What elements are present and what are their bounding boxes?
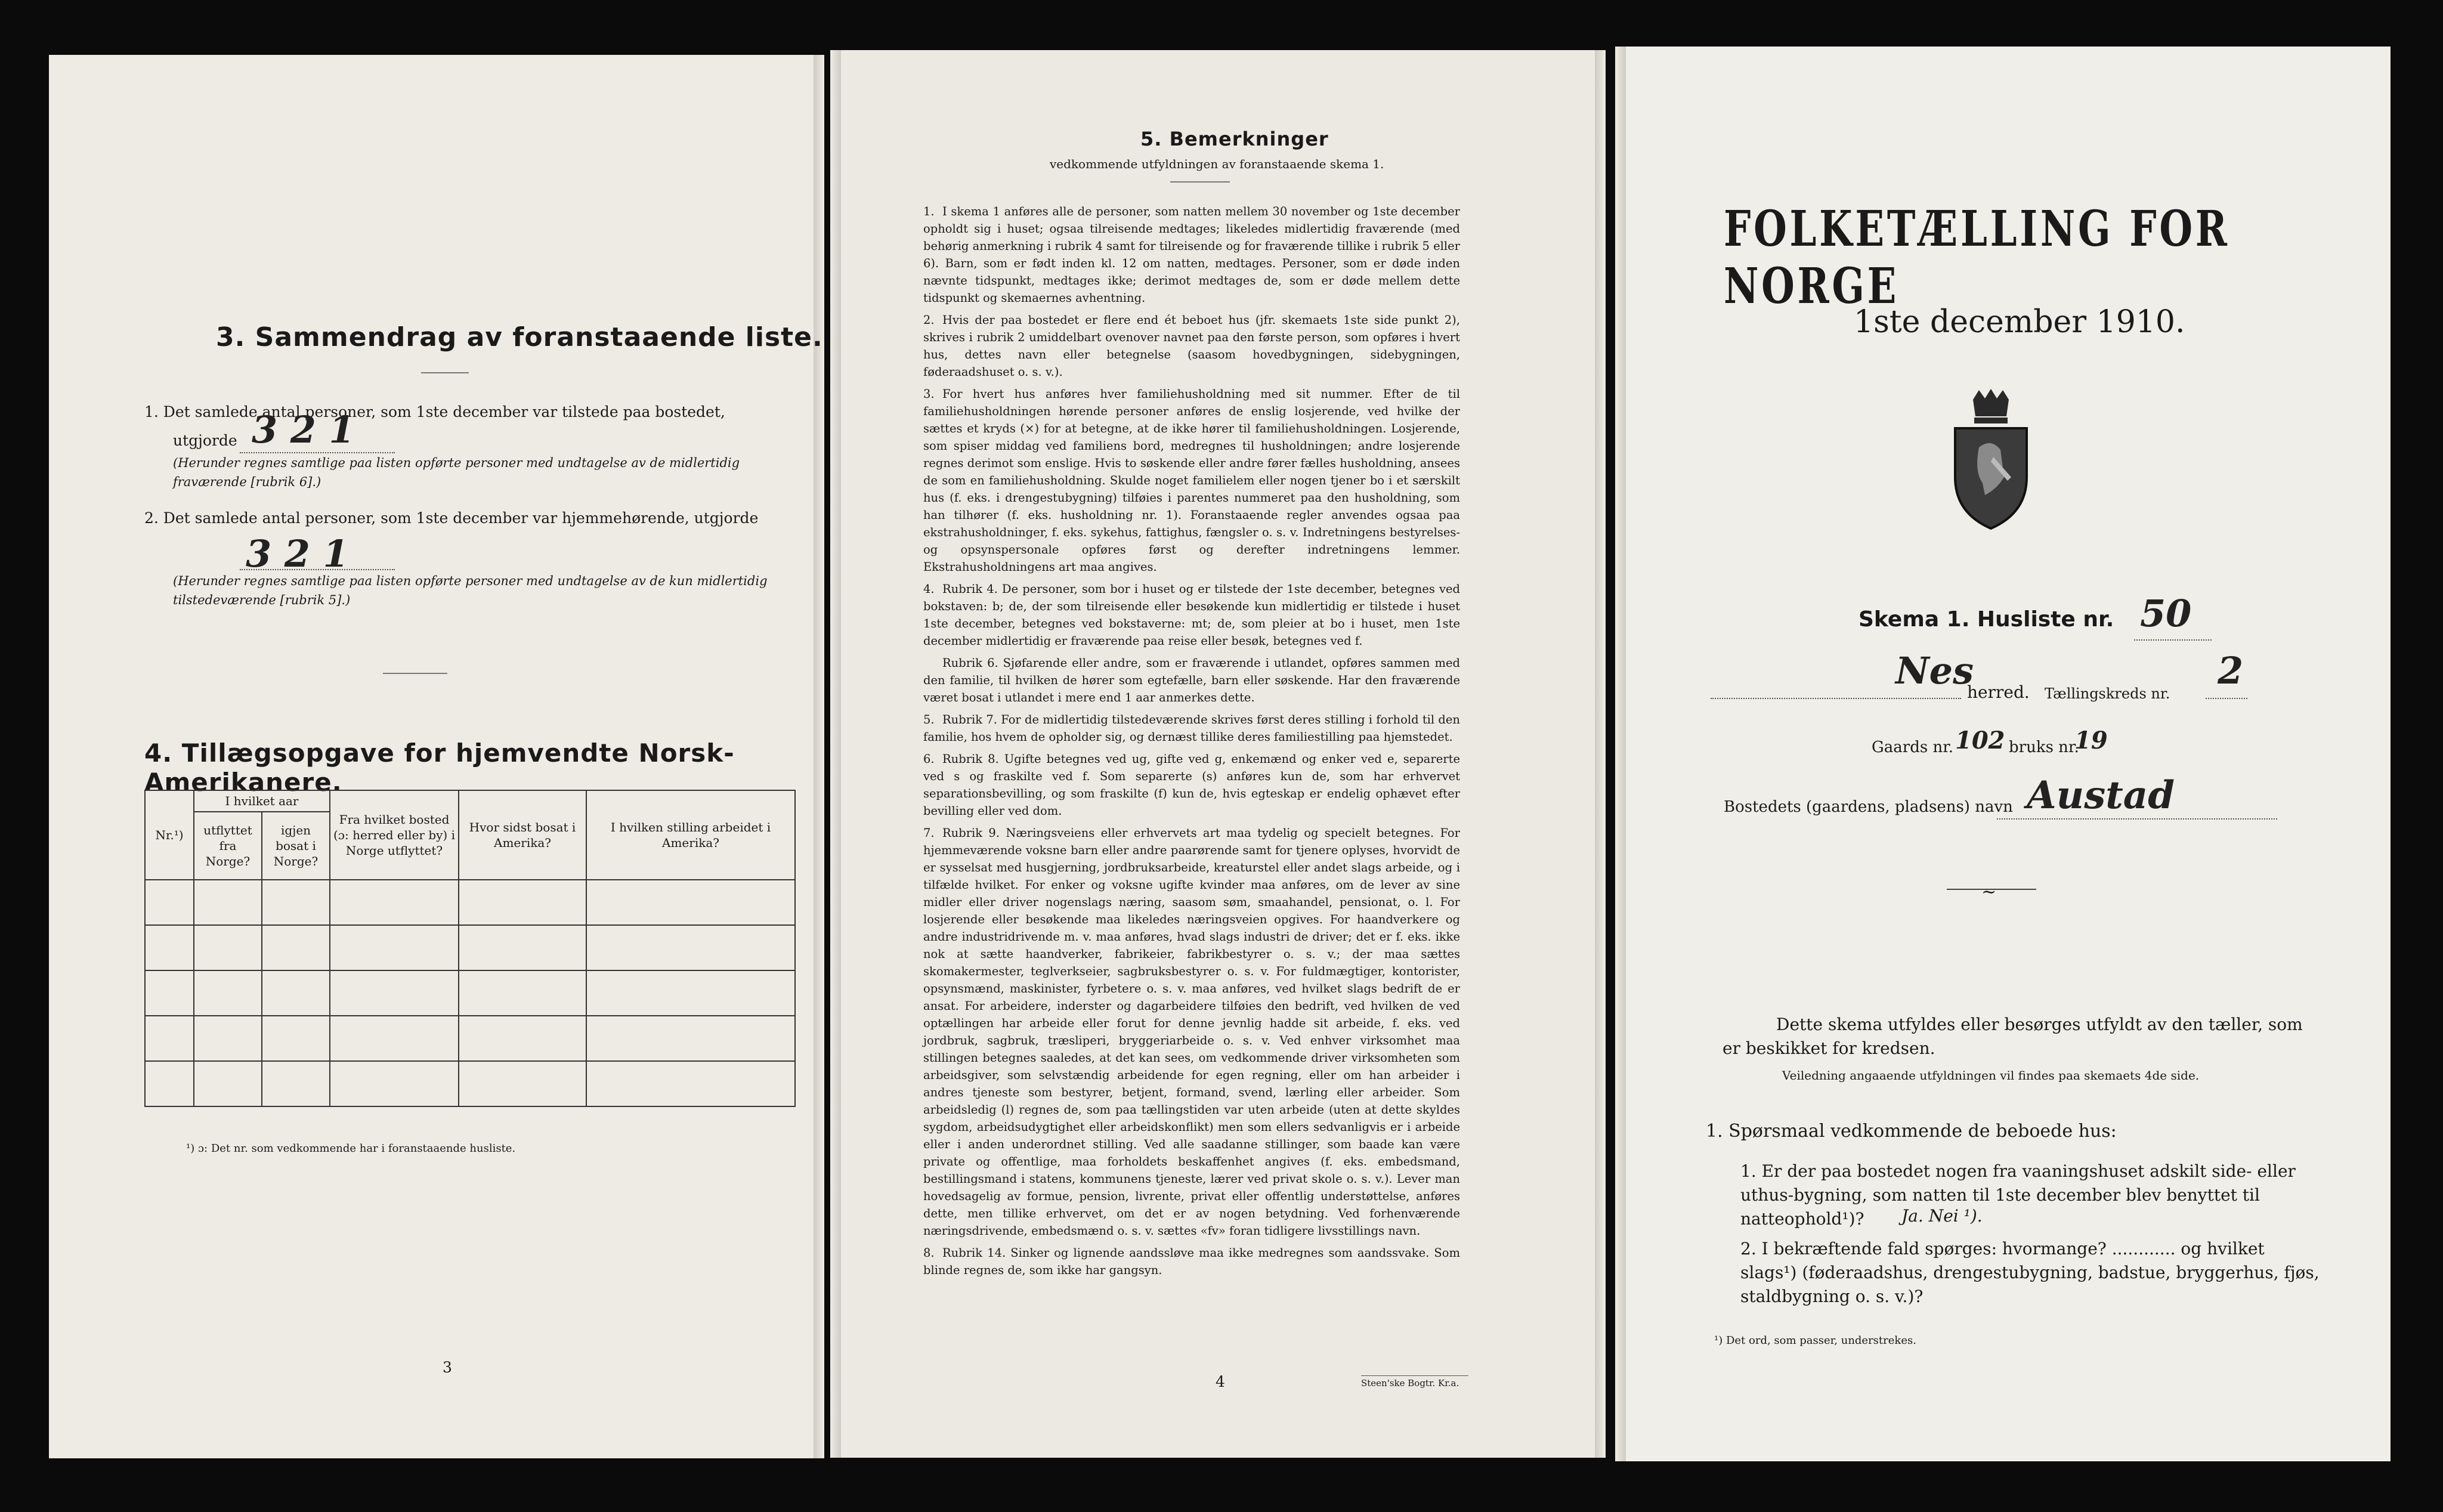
husliste-number: 50 [2140,592,2192,635]
fill-line [1997,818,2277,820]
bosted-label: Bostedets (gaardens, pladsens) navn [1724,798,2013,816]
gaards-value: 102 [1955,726,2005,755]
divider [1170,181,1230,183]
page-fold [1615,47,1626,1461]
page-left [49,55,824,1458]
question-2: 2. I bekræftende fald spørges: hvormange? ............ og hvilket slags¹) (føderaadshus, drengestubygning, badstue, bryggerhus, fjøs, staldbygning o. s. v.)? [1740,1239,2320,1306]
remark-item: 8. Rubrik 14. Sinker og lignende aandssløve maa ikke medregnes som aandssvake. Som blinde regnes de, som ikke har gangsyn. [923,1246,1460,1277]
summary-item-1: 1. Det samlede antal personer, som 1ste december var tilstede paa bostedet, [144,403,725,420]
norsk-amerikanere-table [144,790,796,1107]
col-utflyttet: utflyttet fra Norge? [194,812,262,880]
herred-label: herred. [1967,682,2030,702]
bruks-value: 19 [2074,726,2108,755]
page-fold [1595,50,1606,1458]
col-year-group: I hvilket aar [194,790,330,812]
instructions: Dette skema utfyldes eller besørges utfyldt av den tæller, som er beskikket for kredsen. [1723,1015,2303,1058]
fill-line [240,569,395,570]
fill-line [1711,698,1961,699]
question-1-answer: Ja. Nei ¹). [1901,1206,1983,1226]
page-right-cover [1615,47,2391,1461]
census-title: FOLKETÆLLING FOR NORGE [1724,200,2230,315]
col-fra-bosted: Fra hvilket bosted (ɔ: herred eller by) i Norge utflyttet? [330,790,459,880]
gaards-label: Gaards nr. [1872,738,1954,756]
section-3-title: 3. Sammendrag av foranstaaende liste. [216,322,823,353]
kreds-label: Tællingskreds nr. [2045,685,2170,702]
remarks-title: 5. Bemerkninger [1140,128,1329,150]
remark-item: 6. Rubrik 8. Ugifte betegnes ved ug, gifte ved g, enkemænd og enker ved e, separerte ved s og fraskilte ved f. Som separerte (s) anføres kun de, som har erhvervet separationsbevilling, og som fraskilte (f) kun de, hvis egteskap er endelig ophævet efter bevilling eller ved dom. [923,752,1460,818]
bruks-label: bruks nr. [2009,738,2079,756]
fill-line [2134,639,2212,641]
page-number: 4 [1216,1373,1225,1390]
fill-line [2206,698,2247,699]
table-row [145,1061,795,1106]
table-footnote: ¹) ɔ: Det nr. som vedkommende har i foranstaaende husliste. [186,1142,516,1155]
question-1: 1. Er der paa bostedet nogen fra vaaningshuset adskilt side- eller uthus-bygning, som natten til 1ste december blev benyttet til natteophold¹)? [1740,1161,2296,1229]
census-date: 1ste december 1910. [1854,304,2185,340]
remarks-list [923,203,1460,1284]
col-nr: Nr.¹) [145,790,194,880]
table-row [145,925,795,970]
summary-item-2: 2. Det samlede antal personer, som 1ste december var hjemmehørende, utgjorde [144,509,759,527]
kreds-value: 2 [2218,649,2244,692]
table-row [145,1016,795,1061]
table-row [145,970,795,1016]
table-row [145,880,795,925]
utgjorde-label: utgjorde [173,432,237,449]
remark-item: 1. I skema 1 anføres alle de personer, som natten mellem 30 november og 1ste december opholdt sig i huset; ogsaa tilreisende medtages; likeledes midlertidig fraværende (med behørig anmerkning i rubrik 4 samt for tilreisende og for fraværende tillike i rubrik 5 eller 6). Barn, som er født inden kl. 12 om natten, medtages. Personer, som er døde inden nævnte tidspunkt, medtages ikke; derimot medtages de, som er døde mellem dette tidspunkt og skemaernes avhentning. [923,205,1460,305]
present-count: 3 2 1 [252,408,355,452]
remark-item: 7. Rubrik 9. Næringsveiens eller erhvervets art maa tydelig og specielt betegnes. For hjemmeværende voksne barn eller andre paarørende samt for tjenere oplyses, hvorvidt de er sysselsat med husgjerning, jordbruksarbeide, kreaturstel eller andet slags arbeide, og i tilfælde hvilket. For enker og voksne ugifte kvinder maa anføres, om de lever av sine midler eller driver nogenslags næring, saasom søm, smaahandel, pensionat, o. l. For losjerende eller besøkende maa likeledes næringsveien opgives. For haandverkere og andre industridrivende m. v. maa anføres, hvad slags industri de driver; det er f. eks. ikke nok at sætte haandverker, fabrikeier, fabrikbestyrer o. s. v.; der maa sættes skomakermester, teglverkseier, sagbruksbestyrer o. s. v. For fuldmægtiger, kontorister, opsynsmænd, maskinister, fyrbetere o. s. v. maa anføres, ved hvilket slags bedrift de er ansat. For arbeidere, inderster og dagarbeidere tilføies den bedrift, ved hvilken de ved optællingen har arbeide eller forut for denne jevnlig hadde sit arbeide, f. eks. ved jordbruk, sagbruk, træsliperi, bryggeriarbeide o. s. v. Ved enhver virksomhet maa stillingen betegnes saaledes, at det kan sees, om vedkommende driver virksomheten som arbeidsgiver, som selvstændig arbeidende for egen regning, eller om han arbeider i andres tjeneste som bestyrer, betjent, formand, svend, lærling eller arbeider. Som arbeidsledig (l) regnes de, som paa tællingstiden var uten arbeide (uten at dette skyldes sygdom, arbeidsudygtighet eller arbeidskonflikt) men som ellers sedvanligvis er i arbeide eller i anden underordnet stilling. Ved alle saadanne stillinger, som baade kan være private og offentlige, maa forholdets beskaffenhet angives (f. eks. embedsmand, bestillingsmand i statens, kommunens tjeneste, lærer ved privat skole o. s. v.). Lever man hovedsagelig av formue, pension, livrente, privat eller offentlig understøttelse, anføres dette, men tillike erhvervet, om det er av nogen betydning. Ved forhenværende næringsdrivende, embedsmænd o. s. v. sættes «fv» foran tidligere livsstillings navn. [923,826,1460,1238]
ornament: ~ [1981,882,1997,902]
summary-note-2: (Herunder regnes samtlige paa listen opførte personer med undtagelse av de kun midlertidig tilstedeværende [rubrik 5].) [173,574,768,607]
questions-title: 1. Spørsmaal vedkommende de beboede hus: [1706,1121,2117,1142]
herred-value: Nes [1895,649,1974,692]
remarks-subtitle: vedkommende utfyldningen av foranstaaende skema 1. [1050,157,1384,171]
remark-item: 3. For hvert hus anføres hver familiehusholdning med sit nummer. Efter de til familiehusholdningen hørende personer anføres de enslig losjerende, ved hvilke der sættes et kryds (×) for at betegne, at de ikke hører til familiehusholdningen. Losjerende, som spiser middag ved familiens bord, medregnes til husholdningen; andre losjerende regnes derimot som enslige. Hvis to søskende eller andre fører fælles husholdning, ansees de som en familiehusholdning. Skulde noget familielem eller nogen tjener bo i et særskilt hus (f. eks. i drengestubygning) tilføies i parentes nummeret paa den husholdning, som han tilhører (f. eks. husholdning nr. 1). Foranstaaende regler anvendes ogsaa paa ekstrahusholdninger, f. eks. sykehus, fattighus, fængsler o. s. v. Indretningens bestyrelses- og opsynspersonale opføres først og derefter indretningens lemmer. Ekstrahusholdningens art maa angives. [923,387,1460,574]
divider [1361,1375,1468,1376]
divider [383,673,447,674]
col-igjen-bosat: igjen bosat i Norge? [262,812,330,880]
remark-item: Rubrik 6. Sjøfarende eller andre, som er fraværende i utlandet, opføres sammen med den familie, til hvilken de hører som egtefælle, barn eller søskende. Har den fraværende været bosat i utlandet i mere end 1 aar anmerkes dette. [923,656,1460,704]
col-sidst-bosat: Hvor sidst bosat i Amerika? [459,790,586,880]
printer-mark: Steen'ske Bogtr. Kr.a. [1361,1378,1459,1389]
norwegian-coat-of-arms-icon [1949,388,2033,531]
cover-footnote: ¹) Det ord, som passer, understrekes. [1714,1334,1916,1347]
remark-item: 5. Rubrik 7. For de midlertidig tilstedeværende skrives først deres stilling i forhold til den familie, hos hvem de opholder sig, og dernæst tillike deres familiestilling paa hjemstedet. [923,713,1460,744]
page-number: 3 [443,1359,452,1376]
page-middle [830,50,1606,1458]
section-4-title: 4. Tillægsopgave for hjemvendte Norsk-Amerikanere. [144,738,735,797]
remark-item: 4. Rubrik 4. De personer, som bor i huset og er tilstede der 1ste december, betegnes ved bokstaven: b; de, der som tilreisende eller besøkende kun midlertidig er tilstede i huset 1ste december, betegnes ved bokstaverne: mt; de, som pleier at bo i huset, men 1ste december midlertidig er fraværende paa reise eller besøk, betegnes ved f. [923,582,1460,648]
remark-item: 2. Hvis der paa bostedet er flere end ét beboet hus (jfr. skemaets 1ste side punkt 2), skrives i rubrik 2 umiddelbart ovenover navnet paa den første person, som opføres i hvert hus, dettes navn eller betegnelse (saasom hovedbygningen, sidebygningen, føderaadshuset o. s. v.). [923,313,1460,379]
skema-label: Skema 1. Husliste nr. [1858,607,2114,632]
guidance-note: Veiledning angaaende utfyldningen vil findes paa skemaets 4de side. [1782,1068,2200,1083]
page-fold [830,50,841,1458]
summary-note-1: (Herunder regnes samtlige paa listen opførte personer med undtagelse av de midlertidig fraværende [rubrik 6].) [173,456,740,489]
divider [421,372,469,373]
col-stilling: I hvilken stilling arbeidet i Amerika? [586,790,795,880]
bosted-value: Austad [2027,773,2175,818]
resident-count: 3 2 1 [246,532,349,576]
